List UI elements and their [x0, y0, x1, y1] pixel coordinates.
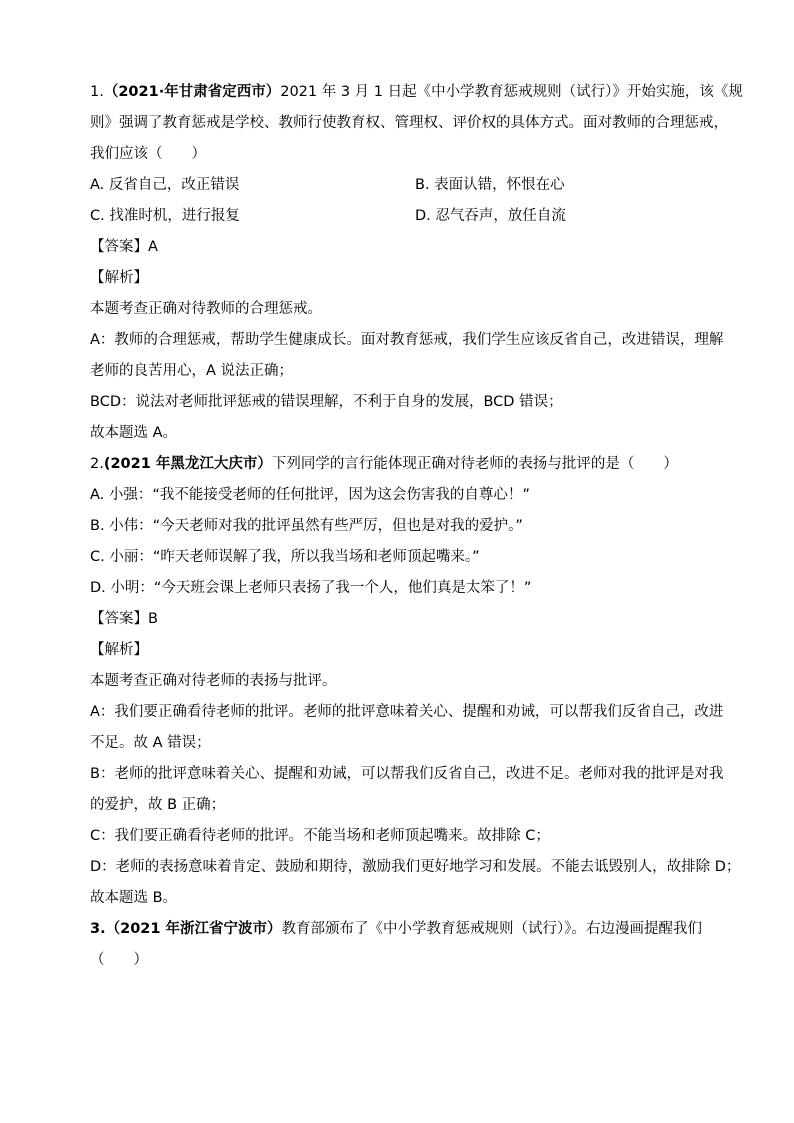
q2-analysis-line: 故本题选 B。: [90, 890, 178, 906]
q1-stem-line-2: 则》强调了教育惩戒是学校、教师行使教育权、管理权、评价权的具体方式。面对教师的合理惩戒，: [90, 115, 728, 131]
q2-option-d: D. 小明：“今天班会课上老师只表扬了我一个人，他们真是太笨了！”: [90, 580, 532, 596]
q1-option-d: D. 忍气吞声，放任自流: [415, 208, 566, 224]
q2-analysis-line: 的爱护，故 B 正确；: [90, 797, 226, 813]
q1-options-row-2: [90, 201, 712, 232]
q1-analysis-line: BCD：说法对老师批评惩戒的错误理解，不利于自身的发展，BCD 错误；: [90, 394, 563, 410]
q2-analysis-line: C：我们要正确看待老师的批评。不能当场和老师顶起嘴来。故排除 C；: [90, 828, 550, 844]
q3-number: 3.: [90, 921, 106, 937]
q1-analysis-line: 本题考查正确对待教师的合理惩戒。: [90, 301, 322, 317]
q1-stem-line-3: 我们应该（ ）: [90, 146, 206, 162]
q1-stem-line-1: [90, 77, 743, 108]
q1-analysis-line: 老师的良苦用心，A 说法正确；: [90, 363, 294, 379]
q1-number: 1.: [90, 84, 104, 100]
q3-source: （2021 年浙江省宁波市）: [105, 921, 282, 937]
q2-option-c: C. 小丽：“昨天老师误解了我，所以我当场和老师顶起嘴来。”: [90, 549, 480, 565]
q1-option-c: C. 找准时机，进行报复: [90, 208, 240, 224]
q2-stem: [90, 449, 712, 480]
q3-stem-line-2: （ ）: [90, 952, 148, 968]
document-page: [90, 77, 743, 976]
q3-stem: [90, 914, 712, 945]
q2-analysis-label: 【解析】: [90, 642, 148, 658]
q2-source: (2021 年黑龙江大庆市）: [103, 456, 272, 472]
q1-stem-text-1: 2021 年 3 月 1 日起《中小学教育惩戒规则（试行）》开始实施，该《规: [280, 84, 743, 100]
q2-analysis-line: D：老师的表扬意味着肯定、鼓励和期待，激励我们更好地学习和发展。不能去诋毁别人，故排除 D；: [90, 859, 741, 875]
q2-answer: 【答案】B: [90, 611, 158, 627]
q1-answer: 【答案】A: [90, 239, 158, 255]
q1-source: （2021·年甘肃省定西市）: [103, 84, 281, 100]
q2-analysis-line: 不足。故 A 错误；: [90, 735, 211, 751]
q2-option-b: B. 小伟：“今天老师对我的批评虽然有些严厉，但也是对我的爱护。”: [90, 518, 523, 534]
q1-option-b: B. 表面认错，怀恨在心: [415, 177, 565, 193]
q1-analysis-line: 故本题选 A。: [90, 425, 178, 441]
q2-number: 2.: [90, 456, 104, 472]
q1-analysis-label: 【解析】: [90, 270, 148, 286]
q1-option-a: A. 反省自己，改正错误: [90, 177, 240, 193]
q2-analysis-line: B：老师的批评意味着关心、提醒和劝诫，可以帮我们反省自己，改进不足。老师对我的批评是对我: [90, 766, 724, 782]
q2-analysis-line: 本题考查正确对待老师的表扬与批评。: [90, 673, 337, 689]
q2-stem-text: 下列同学的言行能体现正确对待老师的表扬与批评的是（ ）: [271, 456, 678, 472]
q3-stem-text: 教育部颁布了《中小学教育惩戒规则（试行）》。右边漫画提醒我们: [281, 921, 703, 937]
q2-option-a: A. 小强：“我不能接受老师的任何批评，因为这会伤害我的自尊心！”: [90, 487, 530, 503]
q1-analysis-line: A：教师的合理惩戒，帮助学生健康成长。面对教育惩戒，我们学生应该反省自己，改进错误，理解: [90, 332, 724, 348]
q2-analysis-line: A：我们要正确看待老师的批评。老师的批评意味着关心、提醒和劝诫，可以帮我们反省自己，改进: [90, 704, 724, 720]
q1-options-row-1: [90, 170, 712, 201]
